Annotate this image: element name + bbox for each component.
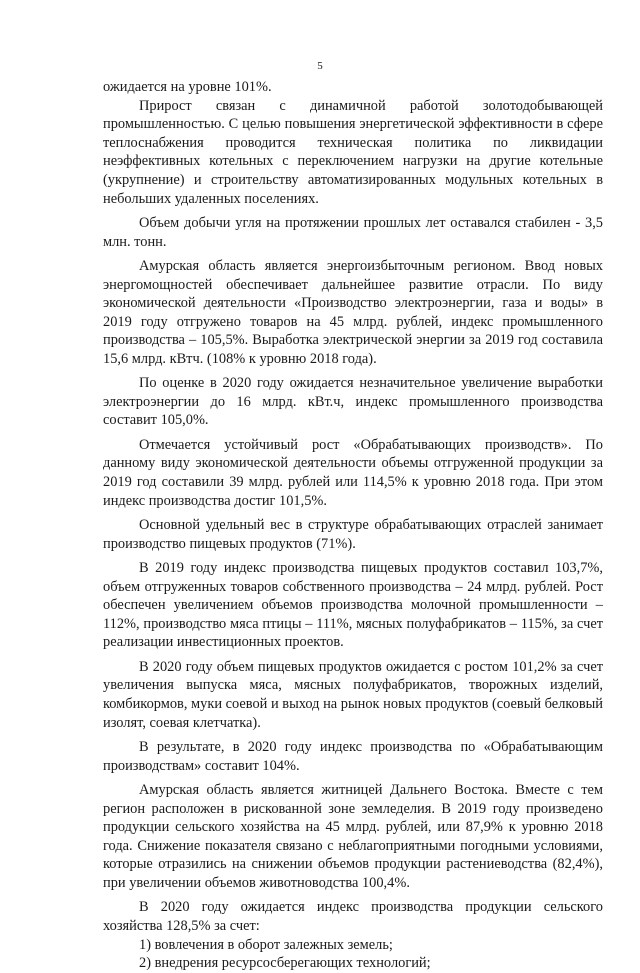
paragraph: Прирост связан с динамичной работой золотодобывающей промышленностью. С целью повышения энергетической эффективности в сфере теплоснабжения проводится техническая политика по ликвидации неэффективных котельных с переключением нагрузки на другие котельные (укрупнение) и строительству автоматизированных модульных котельных в небольших удаленных поселениях.: [103, 97, 603, 207]
document-body: [103, 78, 603, 973]
paragraph: Амурская область является энергоизбыточным регионом. Ввод новых энергомощностей обеспечивает дальнейшее развитие отрасли. По виду экономической деятельности «Производство электроэнергии, газа и воды» в 2019 году отгружено товаров на 45 млрд. рублей, индекс промышленного производства – 105,5%. Выработка электрической энергии за 2019 год составила 15,6 млрд. кВтч. (108% к уровню 2018 года).: [103, 257, 603, 367]
list-item: 2) внедрения ресурсосберегающих технологий;: [139, 955, 431, 972]
list-item: 1) вовлечения в оборот залежных земель;: [139, 936, 393, 953]
paragraph: По оценке в 2020 году ожидается незначительное увеличение выработки электроэнергии до 16 млрд. кВт.ч, индекс промышленного производства составит 105,0%.: [103, 375, 603, 429]
paragraph: В результате, в 2020 году индекс производства по «Обрабатывающим производствам» составит 104%.: [103, 738, 603, 774]
paragraph: ожидается на уровне 101%.: [103, 79, 272, 95]
paragraph: В 2020 году объем пищевых продуктов ожидается с ростом 101,2% за счет увеличения выпуска мяса, мясных полуфабрикатов, творожных изделий, комбикормов, муки соевой и выход на рынок новых продуктов (соевый белковый изолят, соевая клетчатка).: [103, 658, 603, 731]
paragraph: В 2019 году индекс производства пищевых продуктов составил 103,7%, объем отгруженных товаров собственного производства – 24 млрд. рублей. Рост обеспечен увеличением объемов производства молочной промышленности – 112%, производство мяса птицы – 111%, мясных полуфабрикатов – 115%, за счет реализации инвестиционных проектов.: [103, 560, 603, 651]
paragraph: Отмечается устойчивый рост «Обрабатывающих производств». По данному виду экономической деятельности объемы отгруженной продукции за 2019 год составили 39 млрд. рублей или 114,5% к уровню 2018 года. При этом индекс производства достиг 101,5%.: [103, 436, 603, 509]
paragraph: В 2020 году ожидается индекс производства продукции сельского хозяйства 128,5% за счет:: [103, 899, 603, 934]
page-number: 5: [317, 60, 323, 72]
paragraph: Объем добычи угля на протяжении прошлых лет оставался стабилен - 3,5 млн. тонн.: [103, 214, 603, 250]
paragraph: Амурская область является житницей Дальнего Востока. Вместе с тем регион расположен в рискованной зоне земледелия. В 2019 году произведено продукции сельского хозяйства на 45 млрд. рублей, или 87,9% к уровню 2018 года. Снижение показателя связано с неблагоприятными погодными условиями, которые отразились на снижении объемов продукции растениеводства (82,4%), при увеличении объемов животноводства 100,4%.: [103, 781, 603, 891]
paragraph: Основной удельный вес в структуре обрабатывающих отраслей занимает производство пищевых продуктов (71%).: [103, 517, 603, 552]
